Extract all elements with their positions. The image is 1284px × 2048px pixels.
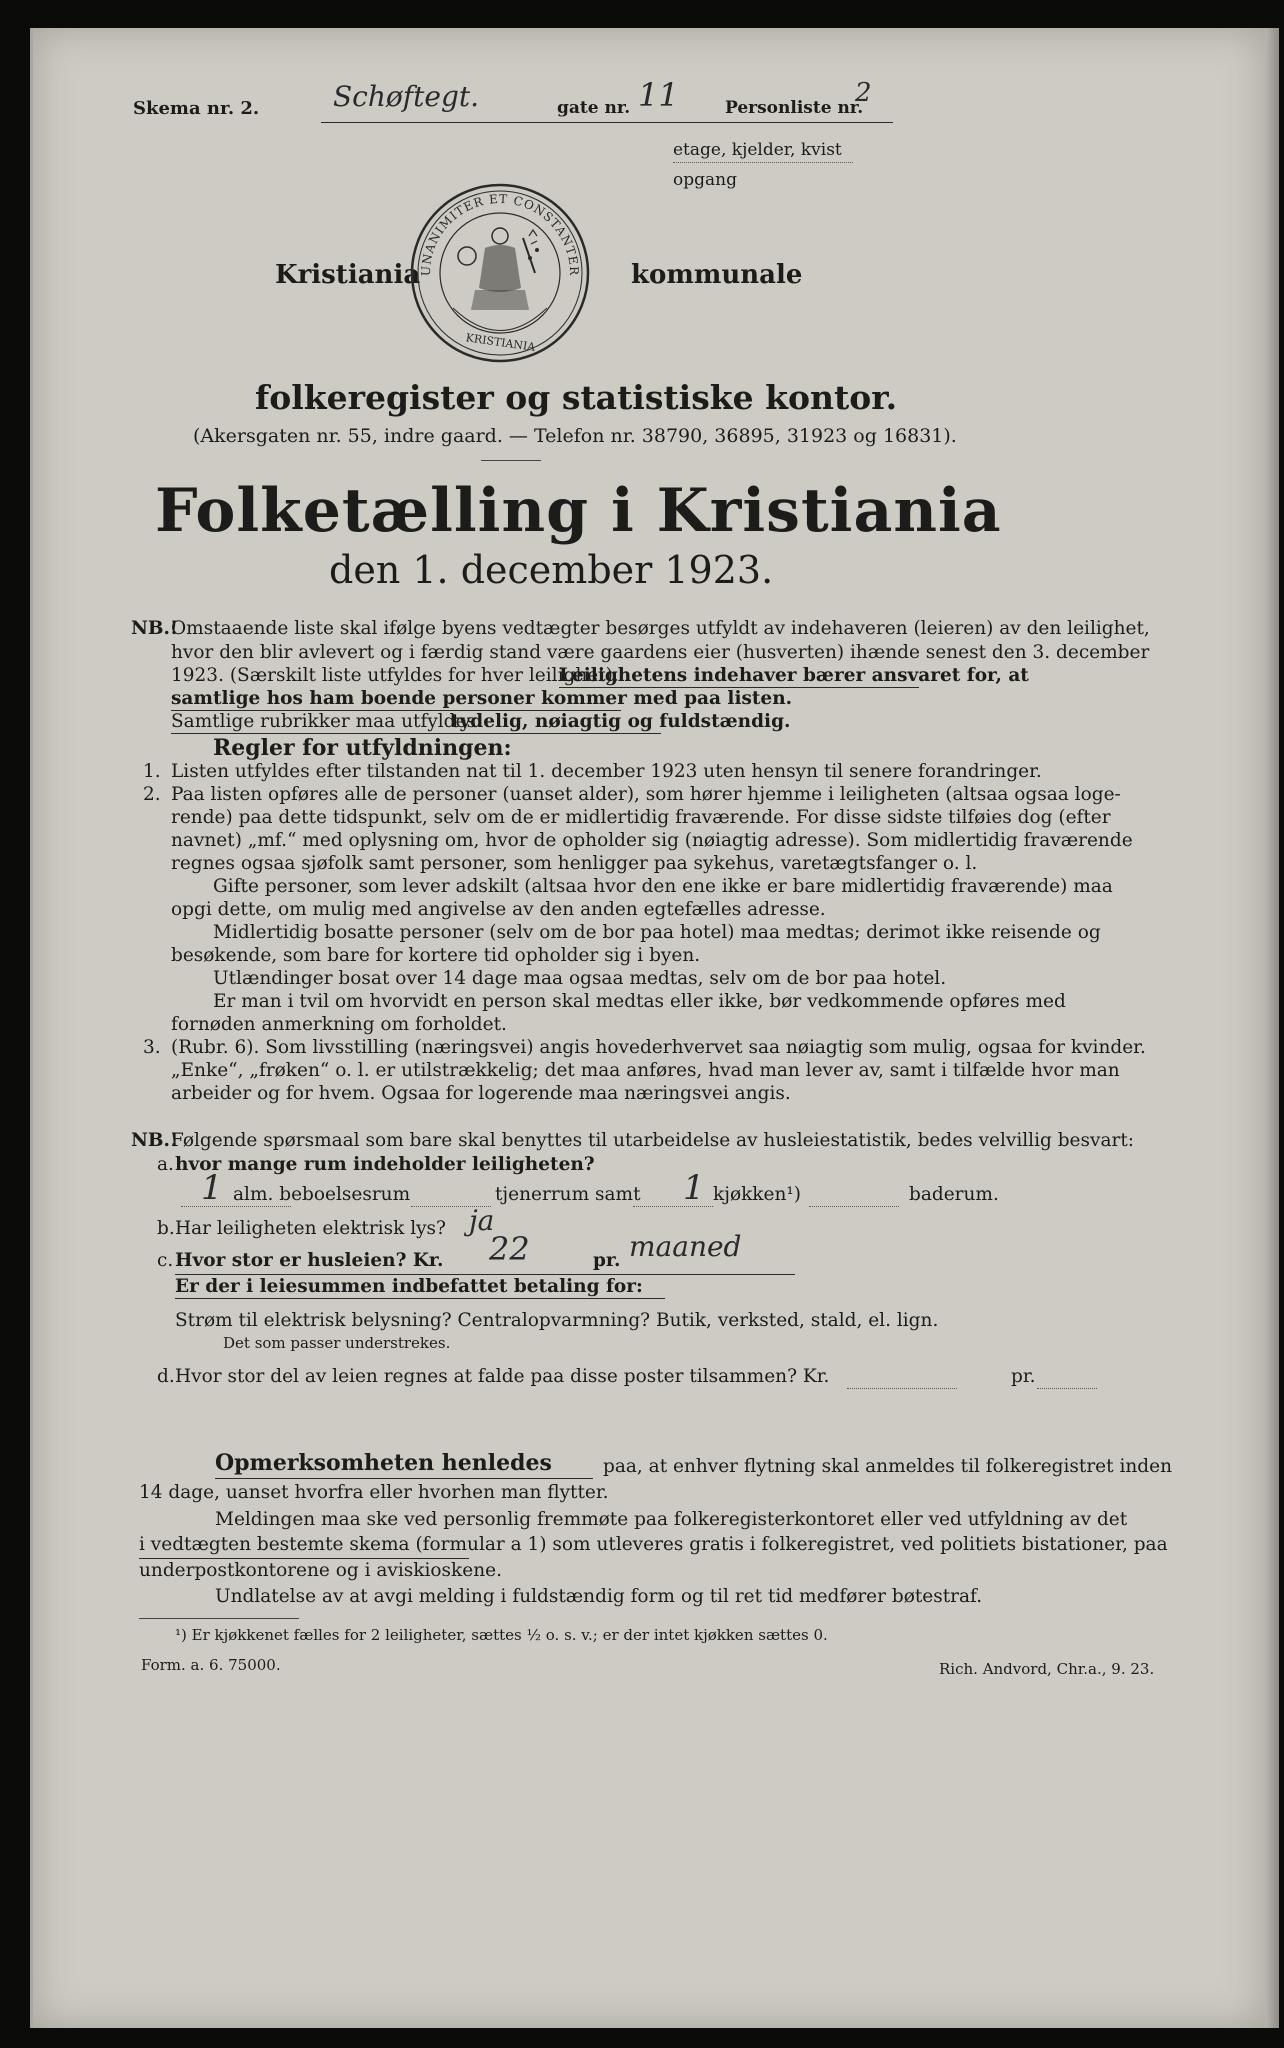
form-number: Form. a. 6. 75000. — [141, 1656, 281, 1674]
question-a: hvor mange rum indeholder leiligheten? — [175, 1154, 595, 1175]
census-date: den 1. december 1923. — [329, 548, 774, 592]
rule-2-line-7: Midlertidig bosatte personer (selv om de bor paa hotel) maa medtas; derimot ikke reisende og — [213, 922, 1101, 943]
rule-1-number: 1. — [143, 761, 161, 782]
electric-light-handwritten: ja — [469, 1204, 495, 1237]
rule-2-line-1: Paa listen opføres alle de personer (uanset alder), som hører hjemme i leiligheten (altsaa ogsaa loge- — [171, 784, 1121, 805]
notice-heading: Opmerksomheten henledes — [215, 1450, 552, 1476]
rule-2-line-2: rende) paa dette tidspunkt, selv om de er midlertidig fraværende. For disse sidste tilføies dog (efter — [171, 807, 1111, 828]
kristiania-seal — [405, 178, 595, 368]
census-title: Folketælling i Kristiania — [155, 476, 1002, 546]
rule-2-line-8: besøkende, som bare for kortere tid opholder sig i byen. — [171, 945, 701, 966]
rule-2-number: 2. — [143, 784, 161, 805]
nb1-line-5b: tydelig, nøiagtig og fuldstændig. — [451, 711, 791, 732]
rule-3-line-2: „Enke“, „frøken“ o. l. er utilstrækkelig; det maa anføres, hvad man lever av, samt i tilfælde hvor man — [171, 1060, 1120, 1081]
question-a-label: a. — [157, 1154, 174, 1175]
seal-icon — [405, 178, 595, 368]
personliste-handwritten: 2 — [855, 78, 872, 108]
rule-2-line-11: fornøden anmerkning om forholdet. — [171, 1014, 507, 1035]
notice-line-5: underpostkontorene og i aviskioskene. — [139, 1560, 502, 1581]
nb1-line-5a: Samtlige rubrikker maa utfyldes — [171, 711, 476, 732]
servant-rooms-label: tjenerrum samt — [495, 1184, 641, 1205]
gate-label: gate nr. — [553, 98, 634, 118]
kitchen-label: kjøkken¹) — [713, 1184, 802, 1205]
skema-number: Skema nr. 2. — [133, 98, 260, 119]
question-d-per: pr. — [1011, 1366, 1036, 1387]
nb2-label: NB.! — [131, 1130, 179, 1151]
question-c-options: Strøm til elektrisk belysning? Centralopvarmning? Butik, verksted, stald, el. lign. — [175, 1310, 939, 1331]
street-handwritten: Schøftegt. — [333, 80, 480, 113]
seal-left-text: Kristiania — [275, 260, 421, 290]
bathroom-label: baderum. — [909, 1184, 999, 1205]
personliste-label: Personliste nr. — [721, 98, 867, 118]
seal-right-text: kommunale — [631, 260, 803, 290]
notice-line-4: i vedtægten bestemte skema (formular a 1) som utleveres gratis i folkeregistret, ved politiets bistationer, paa — [139, 1534, 1168, 1555]
rule-2-line-3: navnet) „mf.“ med oplysning om, hvor de opholder sig (nøiagtig adresse). Som midlertidig fraværende — [171, 830, 1133, 851]
rule-2-line-5: Gifte personer, som lever adskilt (altsaa hvor den ene ikke er bare midlertidig fraværende) maa — [213, 876, 1113, 897]
question-d: Hvor stor del av leien regnes at falde paa disse poster tilsammen? Kr. — [175, 1366, 830, 1387]
gate-number-handwritten: 11 — [638, 76, 679, 114]
question-c-label: c. — [157, 1250, 174, 1271]
notice-line-2: 14 dage, uanset hvorfra eller hvorhen man flytter. — [139, 1482, 609, 1503]
office-address: (Akersgaten nr. 55, indre gaard. — Telefon nr. 38790, 36895, 31923 og 16831). — [193, 425, 957, 447]
opgang-label: opgang — [673, 170, 737, 190]
kitchen-handwritten: 1 — [683, 1168, 705, 1208]
rent-handwritten: 22 — [489, 1230, 530, 1268]
rooms-label: alm. beboelsesrum — [233, 1184, 411, 1205]
rule-3-number: 3. — [143, 1037, 161, 1058]
rule-1-text: Listen utfyldes efter tilstanden nat til 1. december 1923 uten hensyn til senere forandringer. — [171, 761, 1042, 782]
nb1-line-3a: 1923. (Særskilt liste utfyldes for hver leilighet). — [171, 665, 619, 686]
rule-3-line-3: arbeider og for hvem. Ogsaa for logerende maa næringsvei angis. — [171, 1083, 791, 1104]
rule-2-line-9: Utlændinger bosat over 14 dage maa ogsaa medtas, selv om de bor paa hotel. — [213, 968, 947, 989]
rule-2-line-6: opgi dette, om mulig med angivelse av den anden egtefælles adresse. — [171, 899, 826, 920]
question-b-label: b. — [157, 1218, 175, 1239]
question-d-label: d. — [157, 1366, 175, 1387]
office-name: folkeregister og statistiske kontor. — [255, 378, 898, 417]
question-b: Har leiligheten elektrisk lys? — [175, 1218, 446, 1239]
question-c: Hvor stor er husleien? Kr. — [175, 1250, 444, 1271]
question-c-sub: Er der i leiesummen indbefattet betaling for: — [175, 1276, 643, 1297]
svg-text:UNANIMITER ET CONSTANTER: UNANIMITER ET CONSTANTER — [418, 191, 582, 277]
footnote: ¹) Er kjøkkenet fælles for 2 leiligheter, sættes ½ o. s. v.; er der intet kjøkken sættes 0. — [175, 1626, 828, 1644]
notice-line-6: Undlatelse av at avgi melding i fuldstændig form og til ret tid medfører bøtestraf. — [215, 1586, 983, 1607]
rule-2-line-4: regnes ogsaa sjøfolk samt personer, som henligger paa sykehus, varetægtsfanger o. l. — [171, 853, 978, 874]
nb1-line-1: Omstaaende liste skal ifølge byens vedtægter besørges utfyldt av indehaveren (leieren) av den leilighet, — [171, 618, 1150, 639]
nb1-line-3b: Leilighetens indehaver bærer ansvaret for, at — [559, 665, 1029, 686]
nb1-line-4: samtlige hos ham boende personer kommer med paa listen. — [171, 688, 793, 709]
question-c-note: Det som passer understrekes. — [223, 1334, 451, 1352]
census-form-page — [30, 28, 1265, 2028]
rule-2-line-10: Er man i tvil om hvorvidt en person skal medtas eller ikke, bør vedkommende opføres med — [213, 991, 1066, 1012]
rent-per-label: pr. — [593, 1250, 621, 1271]
rent-period-handwritten: maaned — [629, 1230, 742, 1263]
printer-info: Rich. Andvord, Chr.a., 9. 23. — [939, 1660, 1155, 1678]
rooms-handwritten: 1 — [201, 1168, 223, 1208]
svg-text:KRISTIANIA: KRISTIANIA — [464, 331, 537, 354]
etage-label: etage, kjelder, kvist — [673, 140, 842, 160]
nb1-line-2: hvor den blir avlevert og i færdig stand være gaardens eier (husverten) ihænde senest den 3. december — [171, 642, 1150, 663]
nb2-intro: Følgende spørsmaal som bare skal benyttes til utarbeidelse av husleiestatistik, bedes velvillig besvart: — [171, 1130, 1134, 1151]
rules-heading: Regler for utfyldningen: — [213, 735, 512, 761]
nb1-label: NB.! — [131, 618, 179, 639]
notice-line-3: Meldingen maa ske ved personlig fremmøte paa folkeregisterkontoret eller ved utfyldning av det — [215, 1509, 1128, 1530]
notice-line-1: paa, at enhver flytning skal anmeldes til folkeregistret inden — [603, 1456, 1172, 1477]
rule-3-line-1: (Rubr. 6). Som livsstilling (næringsvei) angis hovederhvervet saa nøiagtig som mulig, ogsaa for kvinder. — [171, 1037, 1146, 1058]
